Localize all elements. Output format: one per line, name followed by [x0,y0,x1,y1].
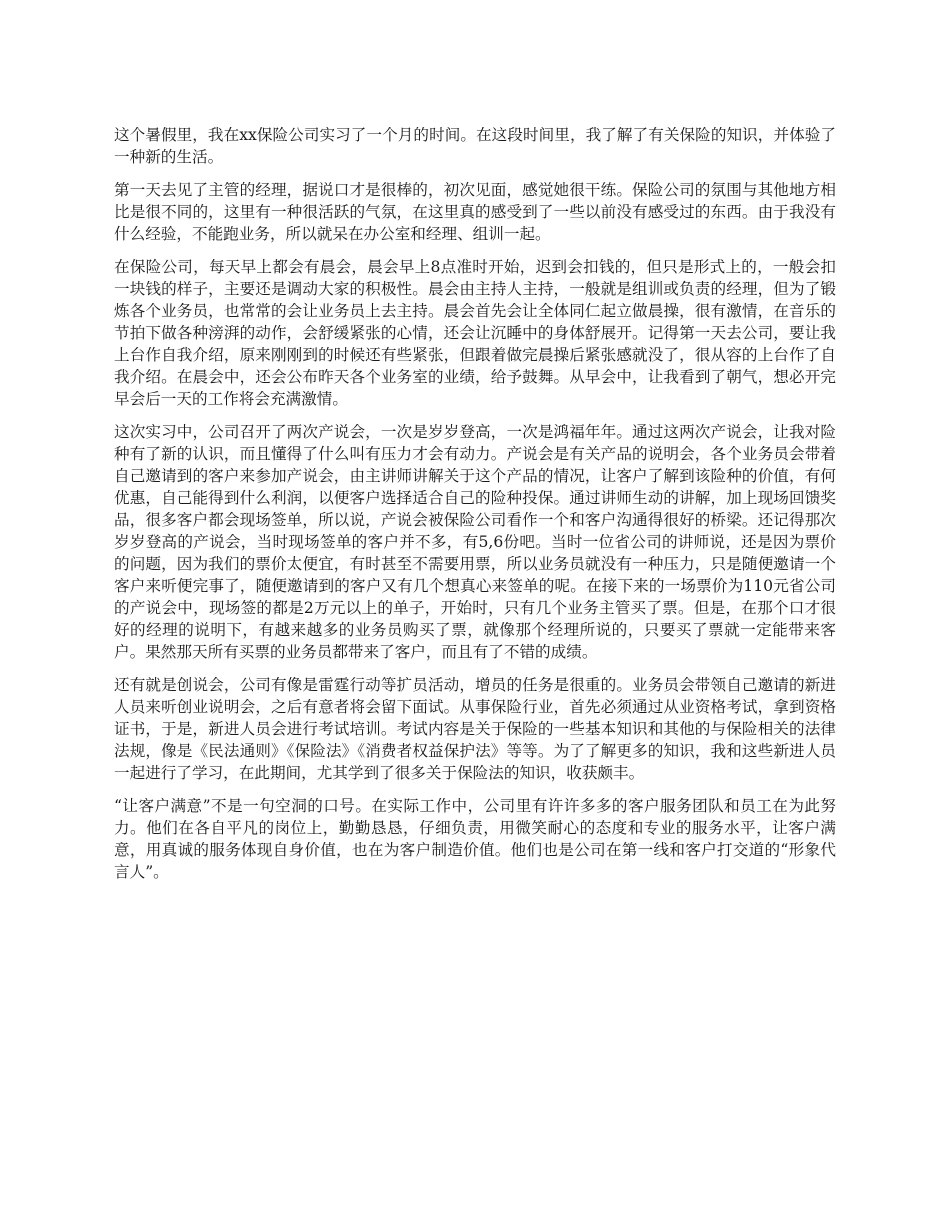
paragraph-recruitment-meeting: 还有就是创说会，公司有像是雷霆行动等扩员活动，增员的任务是很重的。业务员会带领自己邀请的新进人员来听创业说明会，之后有意者将会留下面试。从事保险行业，首先必须通过从业资格考试，拿到资格证书，于是，新进人员会进行考试培训。考试内容是关于保险的一些基本知识和其他的与保险相关的法律法规，像是《民法通则》《保险法》《消费者权益保护法》等等。为了了解更多的知识，我和这些新进人员一起进行了学习，在此期间，尤其学到了很多关于保险法的知识，收获颇丰。 [114,676,836,782]
document-body [114,124,836,894]
paragraph-product-meeting: 这次实习中，公司召开了两次产说会，一次是岁岁登高，一次是鸿福年年。通过这两次产说会，让我对险种有了新的认识，而且懂得了什么叫有压力才会有动力。产说会是有关产品的说明会，各个业务员会带着自己邀请到的客户来参加产说会，由主讲师讲解关于这个产品的情况，让客户了解到该险种的价值，有何优惠，自己能得到什么利润，以便客户选择适合自己的险种投保。通过讲师生动的讲解，加上现场回馈奖品，很多客户都会现场签单，所以说，产说会被保险公司看作一个和客户沟通得很好的桥梁。还记得那次岁岁登高的产说会，当时现场签单的客户并不多，有5,6份吧。当时一位省公司的讲师说，还是因为票价的问题，因为我们的票价太便宜，有时甚至不需要用票，所以业务员就没有一种压力，只是随便邀请一个客户来听便完事了，随便邀请到的客户又有几个想真心来签单的呢。在接下来的一场票价为110元省公司的产说会中，现场签的都是2万元以上的单子，开始时，只有几个业务主管买了票。但是，在那个口才很好的经理的说明下，有越来越多的业务员购买了票，就像那个经理所说的，只要买了票就一定能带来客户。果然那天所有买票的业务员都带来了客户，而且有了不错的成绩。 [114,423,836,661]
paragraph-first-day: 第一天去见了主管的经理，据说口才是很棒的，初次见面，感觉她很干练。保险公司的氛围与其他地方相比是很不同的，这里有一种很活跃的气氛，在这里真的感受到了一些以前没有感受过的东西。由于我没有什么经验，不能跑业务，所以就呆在办公室和经理、组训一起。 [114,181,836,243]
paragraph-intro: 这个暑假里，我在xx保险公司实习了一个月的时间。在这段时间里，我了解了有关保险的知识，并体验了一种新的生活。 [114,126,836,166]
paragraph-morning-meeting: 在保险公司，每天早上都会有晨会，晨会早上8点准时开始，迟到会扣钱的，但只是形式上的，一般会扣一块钱的样子，主要还是调动大家的积极性。晨会由主持人主持，一般就是组训或负责的经理，但为了锻炼各个业务员，也常常的会让业务员上去主持。晨会首先会让全体同仁起立做晨操，很有激情，在音乐的节拍下做各种滂湃的动作，会舒缓紧张的心情，还会让沉睡中的身体舒展开。记得第一天去公司，要让我上台作自我介绍，原来刚刚到的时候还有些紧张，但跟着做完晨操后紧张感就没了，很从容的上台作了自我介绍。在晨会中，还会公布昨天各个业务室的业绩，给予鼓舞。从早会中，让我看到了朝气，想必开完早会后一天的工作将会充满激情。 [114,258,836,408]
paragraph-customer-satisfaction: “让客户满意”不是一句空洞的口号。在实际工作中，公司里有许许多多的客户服务团队和员工在为此努力。他们在各自平凡的岗位上，勤勤恳恳，仔细负责，用微笑耐心的态度和专业的服务水平，让客户满意，用真诚的服务体现自身价值，也在为客户制造价值。他们也是公司在第一线和客户打交道的“形象代言人”。 [114,797,836,881]
